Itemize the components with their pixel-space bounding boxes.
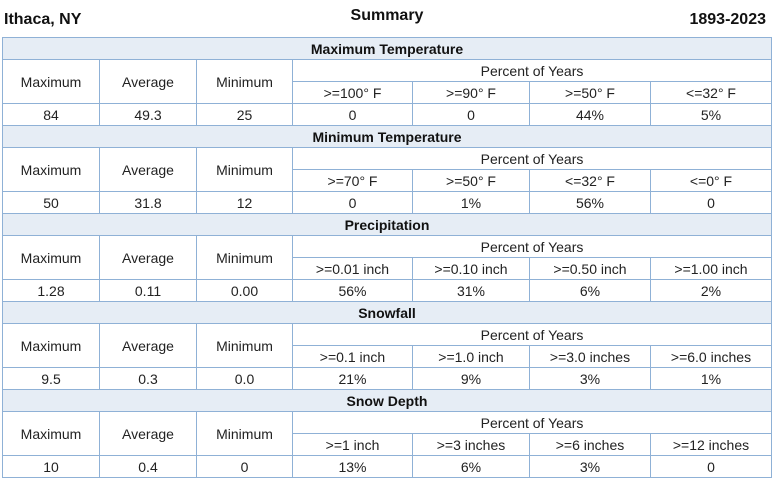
climate-summary-table <box>2 37 772 478</box>
value-cell: 6% <box>530 280 651 302</box>
maximum-header: Maximum <box>3 236 100 280</box>
value-cell: 50 <box>3 192 100 214</box>
percent-of-years-header: Percent of Years <box>293 148 772 170</box>
section-header-row <box>3 390 772 412</box>
threshold-label: >=3 inches <box>413 434 530 456</box>
value-cell: 0 <box>651 192 772 214</box>
section-header-row <box>3 302 772 324</box>
location-title: Ithaca, NY <box>4 11 82 28</box>
maximum-header: Maximum <box>3 148 100 192</box>
value-cell: 3% <box>530 368 651 390</box>
value-cell: 6% <box>413 456 530 478</box>
average-header: Average <box>100 60 197 104</box>
value-cell: 9.5 <box>3 368 100 390</box>
value-cell: 21% <box>293 368 413 390</box>
summary-title: Summary <box>350 7 424 24</box>
section-header-row <box>3 38 772 60</box>
average-header: Average <box>100 324 197 368</box>
threshold-label: <=32° F <box>651 82 772 104</box>
threshold-label: >=0.10 inch <box>413 258 530 280</box>
maximum-header: Maximum <box>3 60 100 104</box>
value-cell: 5% <box>651 104 772 126</box>
column-header-row <box>3 412 772 434</box>
values-row <box>3 192 772 214</box>
section-title: Minimum Temperature <box>3 126 772 148</box>
column-header-row <box>3 148 772 170</box>
threshold-label: >=6.0 inches <box>651 346 772 368</box>
value-cell: 10 <box>3 456 100 478</box>
value-cell: 1.28 <box>3 280 100 302</box>
minimum-header: Minimum <box>197 148 293 192</box>
column-header-row <box>3 324 772 346</box>
value-cell: 44% <box>530 104 651 126</box>
value-cell: 9% <box>413 368 530 390</box>
threshold-label: >=1.00 inch <box>651 258 772 280</box>
section-header-row <box>3 214 772 236</box>
value-cell: 84 <box>3 104 100 126</box>
maximum-header: Maximum <box>3 324 100 368</box>
average-header: Average <box>100 236 197 280</box>
threshold-label: >=6 inches <box>530 434 651 456</box>
value-cell: 0.11 <box>100 280 197 302</box>
section-title: Snowfall <box>3 302 772 324</box>
percent-of-years-header: Percent of Years <box>293 236 772 258</box>
threshold-label: >=0.50 inch <box>530 258 651 280</box>
value-cell: 0.00 <box>197 280 293 302</box>
values-row <box>3 368 772 390</box>
percent-of-years-header: Percent of Years <box>293 412 772 434</box>
section-title: Maximum Temperature <box>3 38 772 60</box>
column-header-row <box>3 236 772 258</box>
value-cell: 3% <box>530 456 651 478</box>
value-cell: 56% <box>293 280 413 302</box>
page-header <box>0 0 774 36</box>
section-title: Snow Depth <box>3 390 772 412</box>
average-header: Average <box>100 148 197 192</box>
value-cell: 0 <box>651 456 772 478</box>
threshold-label: >=0.01 inch <box>293 258 413 280</box>
value-cell: 0 <box>197 456 293 478</box>
average-header: Average <box>100 412 197 456</box>
value-cell: 0 <box>293 104 413 126</box>
minimum-header: Minimum <box>197 324 293 368</box>
value-cell: 31% <box>413 280 530 302</box>
values-row <box>3 280 772 302</box>
threshold-label: <=32° F <box>530 170 651 192</box>
minimum-header: Minimum <box>197 236 293 280</box>
values-row <box>3 456 772 478</box>
value-cell: 1% <box>413 192 530 214</box>
value-cell: 12 <box>197 192 293 214</box>
value-cell: 0.4 <box>100 456 197 478</box>
value-cell: 0 <box>413 104 530 126</box>
values-row <box>3 104 772 126</box>
value-cell: 2% <box>651 280 772 302</box>
value-cell: 0.3 <box>100 368 197 390</box>
threshold-label: >=90° F <box>413 82 530 104</box>
percent-of-years-header: Percent of Years <box>293 60 772 82</box>
threshold-label: >=1.0 inch <box>413 346 530 368</box>
threshold-label: >=50° F <box>413 170 530 192</box>
maximum-header: Maximum <box>3 412 100 456</box>
minimum-header: Minimum <box>197 412 293 456</box>
value-cell: 0.0 <box>197 368 293 390</box>
threshold-label: >=3.0 inches <box>530 346 651 368</box>
percent-of-years-header: Percent of Years <box>293 324 772 346</box>
threshold-label: >=50° F <box>530 82 651 104</box>
threshold-label: >=0.1 inch <box>293 346 413 368</box>
threshold-label: >=1 inch <box>293 434 413 456</box>
threshold-label: >=12 inches <box>651 434 772 456</box>
threshold-label: >=70° F <box>293 170 413 192</box>
column-header-row <box>3 60 772 82</box>
value-cell: 56% <box>530 192 651 214</box>
value-cell: 13% <box>293 456 413 478</box>
value-cell: 1% <box>651 368 772 390</box>
year-range: 1893-2023 <box>689 11 766 28</box>
value-cell: 0 <box>293 192 413 214</box>
threshold-label: <=0° F <box>651 170 772 192</box>
value-cell: 25 <box>197 104 293 126</box>
threshold-label: >=100° F <box>293 82 413 104</box>
minimum-header: Minimum <box>197 60 293 104</box>
value-cell: 31.8 <box>100 192 197 214</box>
value-cell: 49.3 <box>100 104 197 126</box>
section-title: Precipitation <box>3 214 772 236</box>
section-header-row <box>3 126 772 148</box>
